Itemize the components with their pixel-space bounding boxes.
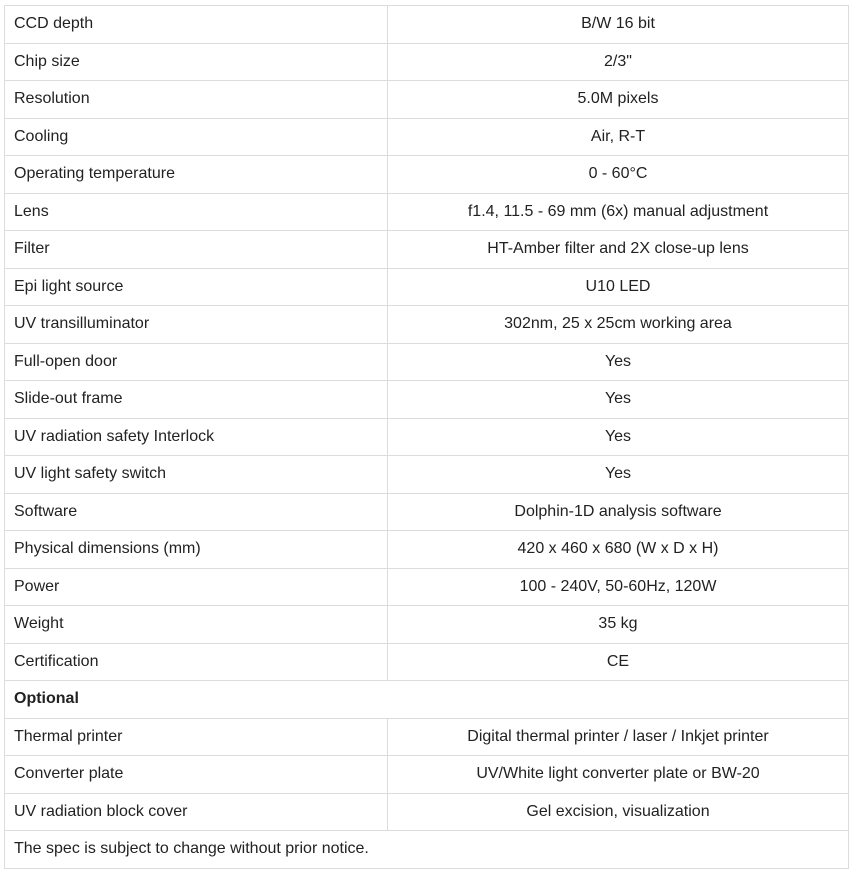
spec-value: 100 - 240V, 50-60Hz, 120W	[388, 568, 849, 606]
footnote-row	[5, 831, 849, 869]
spec-label: UV transilluminator	[5, 306, 388, 344]
spec-label: Full-open door	[5, 343, 388, 381]
optional-heading-row	[5, 681, 849, 719]
optional-value: UV/White light converter plate or BW-20	[388, 756, 849, 794]
spec-value: HT-Amber filter and 2X close-up lens	[388, 231, 849, 269]
table-row	[5, 81, 849, 119]
spec-label: Weight	[5, 606, 388, 644]
spec-label: Epi light source	[5, 268, 388, 306]
table-row	[5, 718, 849, 756]
spec-label: Cooling	[5, 118, 388, 156]
spec-table	[4, 5, 849, 869]
table-row	[5, 268, 849, 306]
table-row	[5, 606, 849, 644]
spec-label: Slide-out frame	[5, 381, 388, 419]
optional-value: Digital thermal printer / laser / Inkjet printer	[388, 718, 849, 756]
spec-value: U10 LED	[388, 268, 849, 306]
table-row	[5, 456, 849, 494]
table-row	[5, 231, 849, 269]
spec-value: Air, R-T	[388, 118, 849, 156]
table-row	[5, 43, 849, 81]
spec-label: Filter	[5, 231, 388, 269]
spec-label: UV light safety switch	[5, 456, 388, 494]
spec-label: UV radiation safety Interlock	[5, 418, 388, 456]
table-row	[5, 156, 849, 194]
table-row	[5, 418, 849, 456]
spec-label: Software	[5, 493, 388, 531]
table-row	[5, 381, 849, 419]
spec-value: 35 kg	[388, 606, 849, 644]
optional-heading: Optional	[5, 681, 849, 719]
spec-value: 2/3"	[388, 43, 849, 81]
optional-value: Gel excision, visualization	[388, 793, 849, 831]
table-row	[5, 6, 849, 44]
spec-value: Yes	[388, 418, 849, 456]
table-row	[5, 793, 849, 831]
spec-label: CCD depth	[5, 6, 388, 44]
spec-value: Yes	[388, 456, 849, 494]
spec-value: Dolphin-1D analysis software	[388, 493, 849, 531]
optional-label: Thermal printer	[5, 718, 388, 756]
table-row	[5, 306, 849, 344]
spec-value: Yes	[388, 381, 849, 419]
spec-label: Power	[5, 568, 388, 606]
spec-label: Physical dimensions (mm)	[5, 531, 388, 569]
spec-value: f1.4, 11.5 - 69 mm (6x) manual adjustment	[388, 193, 849, 231]
spec-label: Chip size	[5, 43, 388, 81]
spec-label: Resolution	[5, 81, 388, 119]
spec-value: 5.0M pixels	[388, 81, 849, 119]
spec-value: Yes	[388, 343, 849, 381]
footnote: The spec is subject to change without prior notice.	[5, 831, 849, 869]
spec-value: 302nm, 25 x 25cm working area	[388, 306, 849, 344]
table-row	[5, 756, 849, 794]
spec-value: B/W 16 bit	[388, 6, 849, 44]
table-row	[5, 568, 849, 606]
spec-label: Certification	[5, 643, 388, 681]
table-row	[5, 493, 849, 531]
table-row	[5, 343, 849, 381]
spec-value: CE	[388, 643, 849, 681]
table-row	[5, 193, 849, 231]
table-row	[5, 118, 849, 156]
spec-label: Operating temperature	[5, 156, 388, 194]
optional-label: UV radiation block cover	[5, 793, 388, 831]
table-row	[5, 643, 849, 681]
optional-label: Converter plate	[5, 756, 388, 794]
spec-value: 420 x 460 x 680 (W x D x H)	[388, 531, 849, 569]
spec-label: Lens	[5, 193, 388, 231]
spec-value: 0 - 60°C	[388, 156, 849, 194]
table-row	[5, 531, 849, 569]
